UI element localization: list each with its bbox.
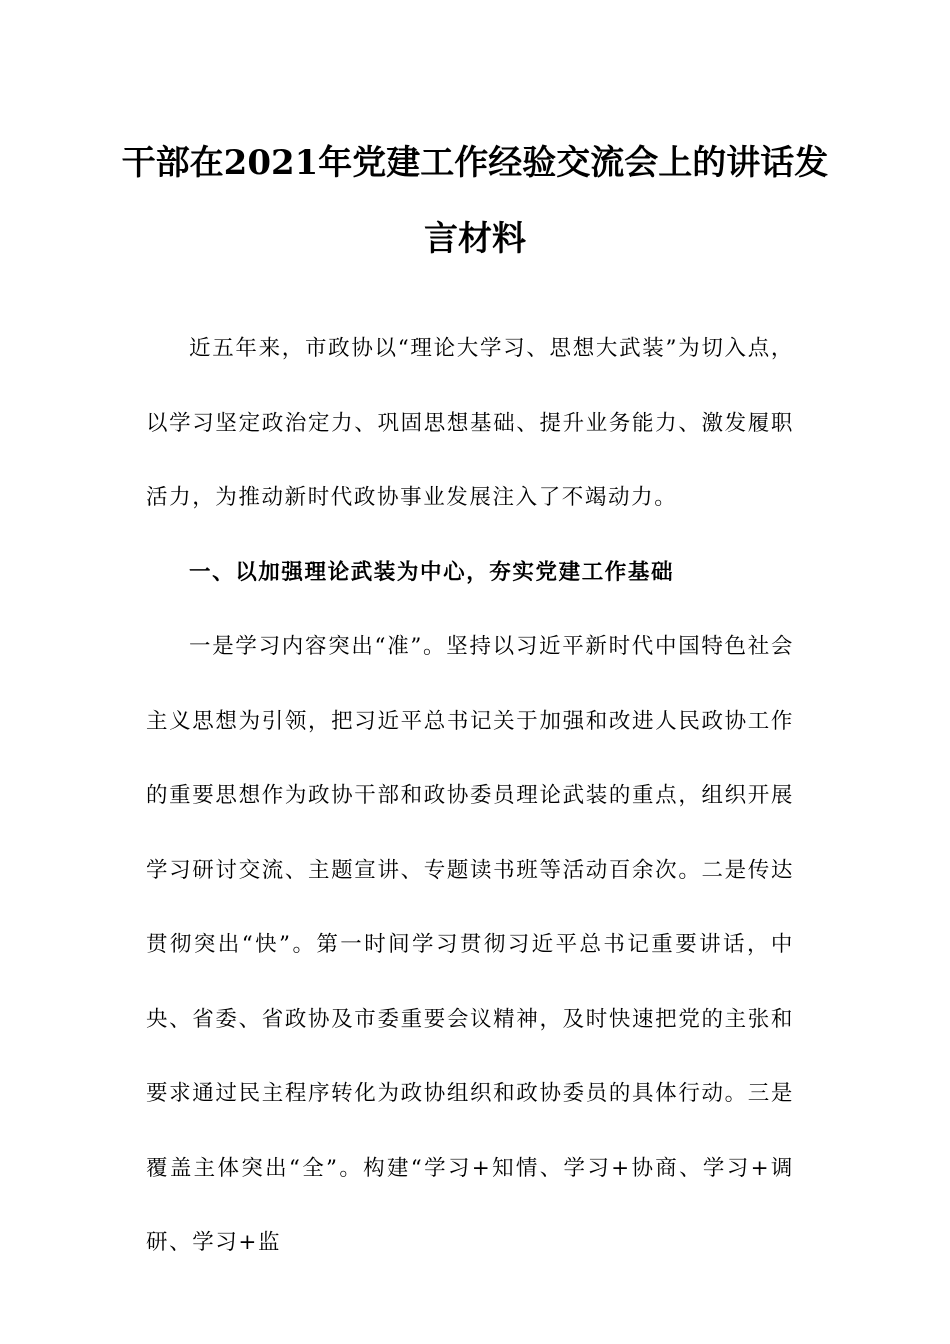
section-paragraph: 一是学习内容突出“准”。坚持以习近平新时代中国特色社会主义思想为引领，把习近平总书记关于加强和改进人民政协工作的重要思想作为政协干部和政协委员理论武装的重点，组织开展学习研讨交流、主题宣讲、专题读书班等活动百余次。二是传达贯彻突出“快”。第一时间学习贯彻习近平总书记重要讲话，中央、省委、省政协及市委重要会议精神，及时快速把党的主张和要求通过民主程序转化为政协组织和政协委员的具体行动。三是覆盖主体突出“全”。构建“学习+知情、学习+协商、学习+调研、学习+监 (146, 634, 794, 1255)
section-heading: 一、以加强理论武装为中心，夯实党建工作基础 (189, 559, 675, 585)
document-title: 干部在2021年党建工作经验交流会上的讲话发言材料 (121, 143, 829, 259)
document-body (146, 312, 794, 1281)
intro-paragraph: 近五年来，市政协以“理论大学习、思想大武装”为切入点，以学习坚定政治定力、巩固思想基础、提升业务能力、激发履职活力，为推动新时代政协事业发展注入了不竭动力。 (146, 336, 794, 510)
